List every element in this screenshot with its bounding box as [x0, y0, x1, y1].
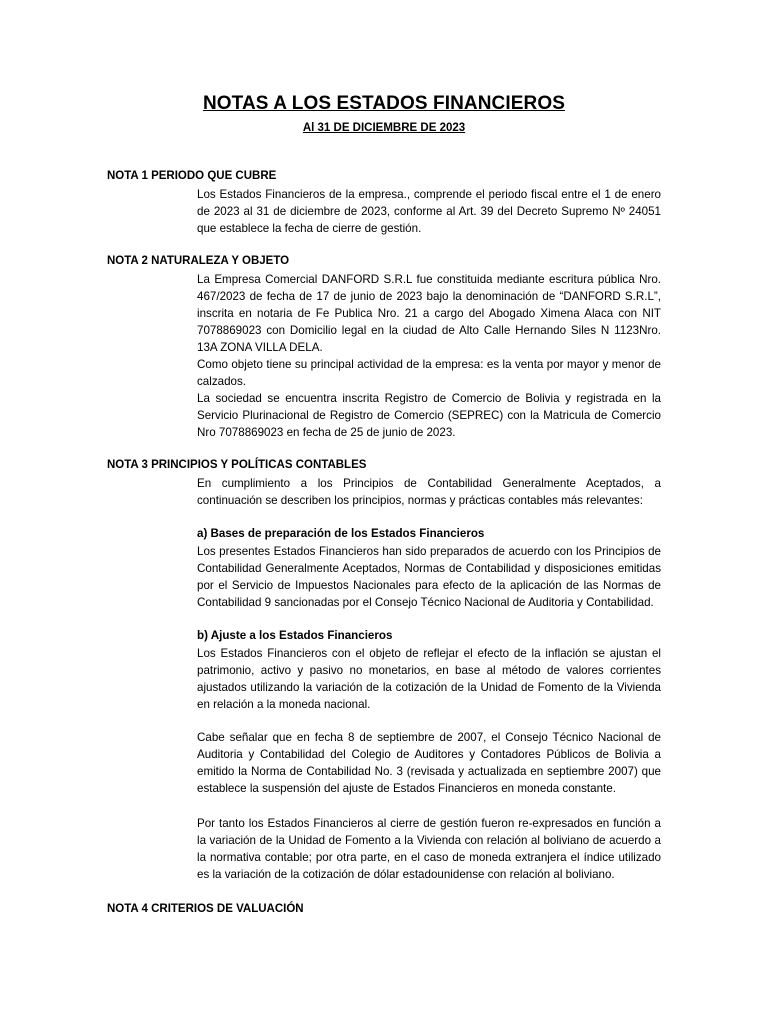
nota-3-intro-paragraph: En cumplimiento a los Principios de Contabilidad Generalmente Aceptados, a continuación se describen los principios, normas y prácticas contables más relevantes: [197, 477, 661, 507]
nota-2-paragraph-constitution: La Empresa Comercial DANFORD S.R.L fue constituida mediante escritura pública Nro. 467/2023 de fecha de 17 de junio de 2023 bajo la denominación de “DANFORD S.R.L”, inscrita en notaria de Fe Publica Nro. 21 a cargo del Abogado Ximena Alaca con NIT 7078869023 con Domicilio legal en la ciudad de Alto Calle Hernando Siles N 1123Nro. 13A ZONA VILLA DELA. [197, 273, 661, 354]
nota-3-section-b-body-3 [197, 815, 661, 883]
nota-3-section-b-body-1 [197, 645, 661, 713]
nota-1-body [197, 186, 661, 237]
document-title: NOTAS A LOS ESTADOS FINANCIEROS [202, 93, 565, 114]
nota-3-section-a-paragraph: Los presentes Estados Financieros han sido preparados de acuerdo con los Principios de Contabilidad Generalmente Aceptados, Normas de Contabilidad y disposiciones emitidas por el Servicio de Impuestos Nacionales para efecto de la aplicación de las Normas de Contabilidad 9 sancionadas por el Consejo Técnico Nacional de Auditoria y Contabilidad. [197, 545, 661, 609]
nota-3-section-b-paragraph-3: Por tanto los Estados Financieros al cierre de gestión fueron re-expresados en función a la variación de la Unidad de Fomento a la Vivienda con relación al boliviano de acuerdo a la normativa contable; por otra parte, en el caso de moneda extranjera el índice utilizado es la variación de la cotización de dólar estadounidense con relación al boliviano. [197, 817, 661, 881]
nota-3-subheading-b: b) Ajuste a los Estados Financieros [197, 629, 393, 642]
nota-3-section-b-body-2 [197, 729, 661, 797]
nota-3-section-b-paragraph-2: Cabe señalar que en fecha 8 de septiembre de 2007, el Consejo Técnico Nacional de Auditoria y Contabilidad del Colegio de Auditores y Contadores Públicos de Bolivia a emitido la Norma de Contabilidad No. 3 (revisada y actualizada en septiembre 2007) que establece la suspensión del ajuste de Estados Financieros en moneda constante. [197, 731, 661, 795]
nota-3-section-b-paragraph-1: Los Estados Financieros con el objeto de reflejar el efecto de la inflación se ajustan el patrimonio, activo y pasivo no monetarios, en base al método de valores corrientes ajustados utilizando la variación de la cotización de la Unidad de Fomento de la Vivienda en relación a la moneda nacional. [197, 647, 661, 711]
nota-2-paragraph-registro: La sociedad se encuentra inscrita Registro de Comercio de Bolivia y registrada en la Servicio Plurinacional de Registro de Comercio (SEPREC) con la Matricula de Comercio Nro 7078869023 en fecha de 25 de junio de 2023. [197, 392, 661, 439]
nota-4-heading: NOTA 4 CRITERIOS DE VALUACIÓN [107, 903, 304, 915]
document-subtitle: Al 31 DE DICIEMBRE DE 2023 [302, 122, 466, 134]
nota-2-heading: NOTA 2 NATURALEZA Y OBJETO [107, 255, 290, 267]
nota-3-heading: NOTA 3 PRINCIPIOS Y POLÍTICAS CONTABLES [107, 459, 367, 471]
nota-1-paragraph: Los Estados Financieros de la empresa., comprende el periodo fiscal entre el 1 de enero de 2023 al 31 de diciembre de 2023, conforme al Art. 39 del Decreto Supremo Nº 24051 que establece la fecha de cierre de gestión. [197, 188, 661, 235]
nota-3-intro [197, 475, 661, 509]
nota-3-section-a-body [197, 543, 661, 611]
nota-2-paragraph-objeto: Como objeto tiene su principal actividad de la empresa: es la venta por mayor y menor de calzados. [197, 358, 661, 388]
nota-3-subheading-a: a) Bases de preparación de los Estados Financieros [197, 527, 485, 540]
nota-1-heading: NOTA 1 PERIODO QUE CUBRE [107, 170, 277, 182]
nota-2-body [197, 271, 661, 441]
